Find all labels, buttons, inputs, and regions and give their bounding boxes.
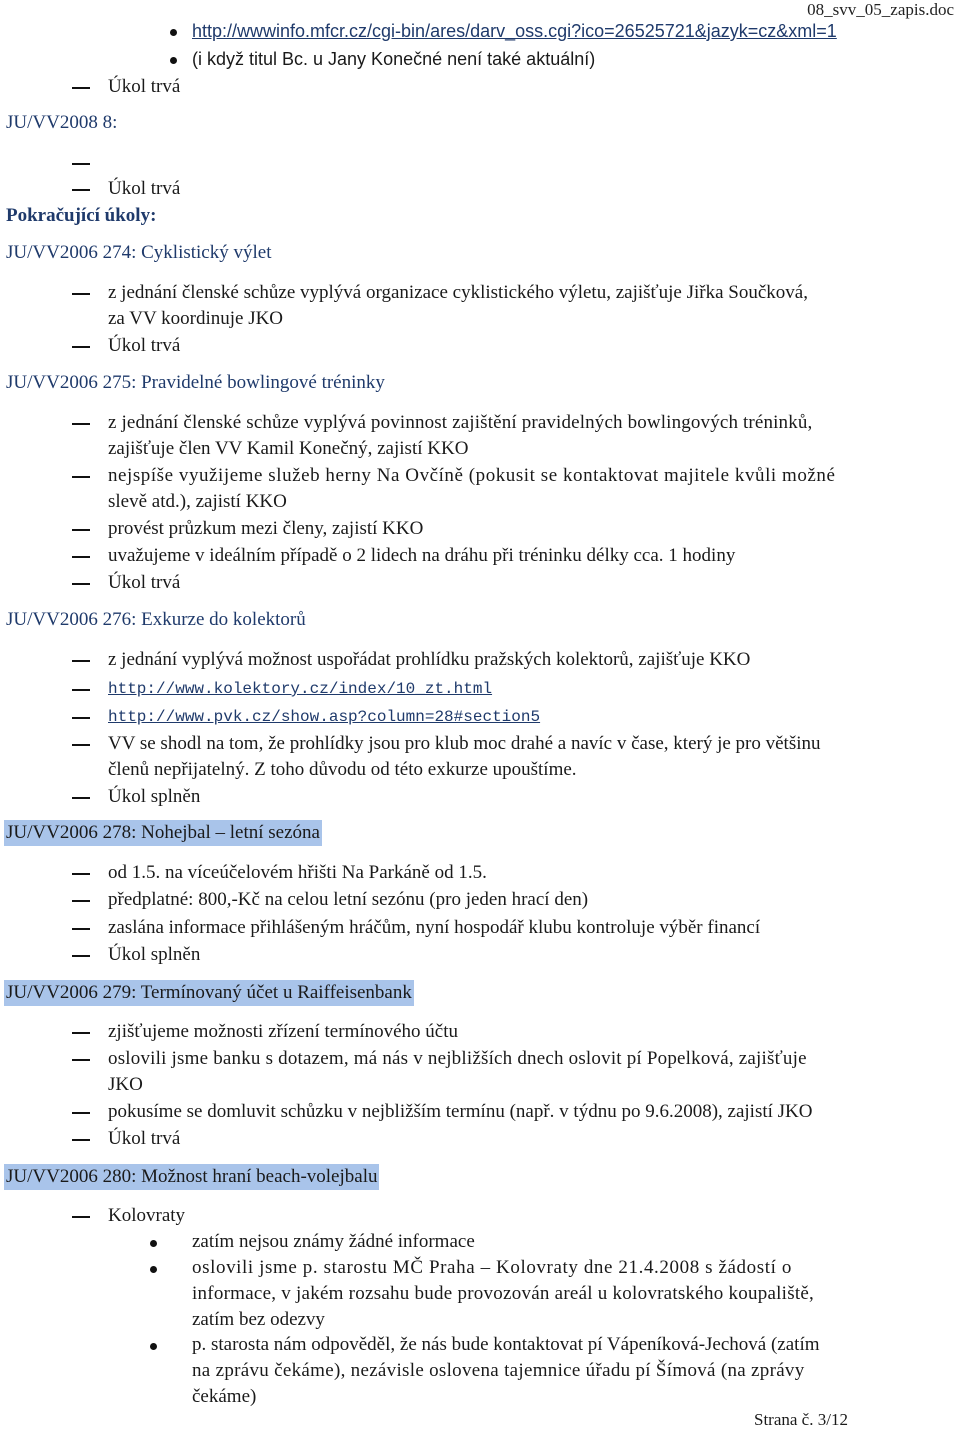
text-line: uvažujeme v ideálním případě o 2 lidech na dráhu při tréninku délky cca. 1 hodiny (108, 545, 736, 566)
text-line: z jednání vyplývá možnost uspořádat prohlídku pražských kolektorů, zajišťuje KKO (108, 649, 751, 670)
text-line: na zprávu čekáme), nezávisle oslovena tajemnice úřadu pí Šímová (na zprávy (192, 1360, 805, 1381)
text-line: VV se shodl na tom, že prohlídky jsou pro klub moc drahé a navíc v čase, který je pro většinu (108, 733, 821, 754)
status-text: Úkol trvá (108, 335, 181, 356)
dash-marker (72, 689, 90, 691)
section-heading-278: JU/VV2006 278: Nohejbal – letní sezóna (4, 820, 322, 846)
ares-link[interactable]: http://wwwinfo.mfcr.cz/cgi-bin/ares/darv_oss.cgi?ico=26525721&jazyk=cz&xml=1 (192, 21, 837, 41)
text-line: členů nepřijatelný. Z toho důvodu od této exkurze upouštíme. (108, 759, 577, 780)
dash-marker (72, 955, 90, 957)
text-line: slevě atd.), zajistí KKO (108, 491, 287, 512)
text-line: informace, v jakém rozsahu bude provozován areál u kolovratského koupaliště, (192, 1283, 815, 1304)
dash-marker (72, 1139, 90, 1141)
dash-marker (72, 529, 90, 531)
dash-marker (72, 900, 90, 902)
dash-marker (72, 556, 90, 558)
text-line: předplatné: 800,-Kč na celou letní sezónu (pro jeden hrací den) (108, 889, 589, 910)
dash-marker (72, 1216, 90, 1218)
dash-marker (72, 797, 90, 799)
bullet-dot (150, 1343, 157, 1350)
text-line: čekáme) (192, 1386, 257, 1407)
section-heading-280: JU/VV2006 280: Možnost hraní beach-volejbalu (4, 1164, 379, 1190)
text-line: zjišťujeme možnosti zřízení termínového účtu (108, 1021, 459, 1042)
text-line: z jednání členské schůze vyplývá povinnost zajištění pravidelných bowlingových tréninků, (108, 412, 813, 433)
bullet-dot (170, 57, 177, 64)
page-number: Strana č. 3/12 (754, 1410, 848, 1429)
dash-marker (72, 1059, 90, 1061)
section-heading-276: JU/VV2006 276: Exkurze do kolektorů (6, 609, 306, 630)
text-line: JKO (108, 1074, 143, 1095)
text-line: zatím bez odezvy (192, 1309, 325, 1330)
text-line: nejspíše využijeme služeb herny Na Ovčíně (pokusit se kontaktovat majitele kvůli možné (108, 465, 836, 486)
dash-marker (72, 583, 90, 585)
dash-marker (72, 1112, 90, 1114)
status-text: Úkol splněn (108, 944, 201, 965)
text-line: zaslána informace přihlášeným hráčům, nyní hospodář klubu kontroluje výběr financí (108, 917, 761, 938)
subsection-kolovraty: Kolovraty (108, 1205, 186, 1226)
text-line: zajišťuje člen VV Kamil Konečný, zajistí KKO (108, 438, 469, 459)
dash-marker (72, 293, 90, 295)
kolektory-link[interactable]: http://www.kolektory.cz/index/10_zt.html (108, 680, 493, 698)
section-heading-vv2008-8: JU/VV2008 8: (6, 112, 118, 133)
status-text: Úkol splněn (108, 786, 201, 807)
status-text: Úkol trvá (108, 572, 181, 593)
text-line: pokusíme se domluvit schůzku v nejbližším termínu (např. v týdnu po 9.6.2008), zajistí JKO (108, 1101, 813, 1122)
dash-marker (72, 873, 90, 875)
text-line: oslovili jsme p. starostu MČ Praha – Kolovraty dne 21.4.2008 s žádostí o (192, 1257, 792, 1278)
dash-marker (72, 423, 90, 425)
text-line: z jednání členské schůze vyplývá organizace cyklistického výletu, zajišťuje Jiřka Součková, (108, 282, 808, 303)
dash-marker (72, 660, 90, 662)
text-line: oslovili jsme banku s dotazem, má nás v nejbližších dnech oslovit pí Popelková, zajišťuje (108, 1048, 807, 1069)
note-text: (i když titul Bc. u Jany Konečné není také aktuální) (192, 49, 596, 69)
pvk-link[interactable]: http://www.pvk.cz/show.asp?column=28#section5 (108, 708, 541, 726)
bullet-dot (150, 1240, 157, 1247)
status-text: Úkol trvá (108, 178, 181, 199)
bullet-dot (170, 29, 177, 36)
dash-marker (72, 476, 90, 478)
section-heading-274: JU/VV2006 274: Cyklistický výlet (6, 242, 272, 263)
dash-marker (72, 928, 90, 930)
bullet-dot (150, 1266, 157, 1273)
dash-marker (72, 87, 90, 89)
section-heading-279: JU/VV2006 279: Termínovaný účet u Raiffeisenbank (4, 980, 414, 1006)
text-line: zatím nejsou známy žádné informace (192, 1231, 475, 1252)
text-line: provést průzkum mezi členy, zajistí KKO (108, 518, 424, 539)
dash-marker (72, 744, 90, 746)
document-filename: 08_svv_05_zapis.doc (807, 0, 954, 19)
dash-marker (72, 189, 90, 191)
status-text: Úkol trvá (108, 1128, 181, 1149)
dash-marker (72, 1032, 90, 1034)
status-text: Úkol trvá (108, 76, 181, 97)
section-heading-275: JU/VV2006 275: Pravidelné bowlingové tréninky (6, 372, 385, 393)
text-line: za VV koordinuje JKO (108, 308, 284, 329)
dash-marker (72, 717, 90, 719)
continuing-tasks-heading: Pokračující úkoly: (6, 205, 157, 226)
text-line: od 1.5. na víceúčelovém hřišti Na Parkáně od 1.5. (108, 862, 487, 883)
text-line: p. starosta nám odpověděl, že nás bude kontaktovat pí Vápeníková-Jechová (zatím (192, 1334, 820, 1355)
dash-marker (72, 163, 90, 165)
dash-marker (72, 346, 90, 348)
